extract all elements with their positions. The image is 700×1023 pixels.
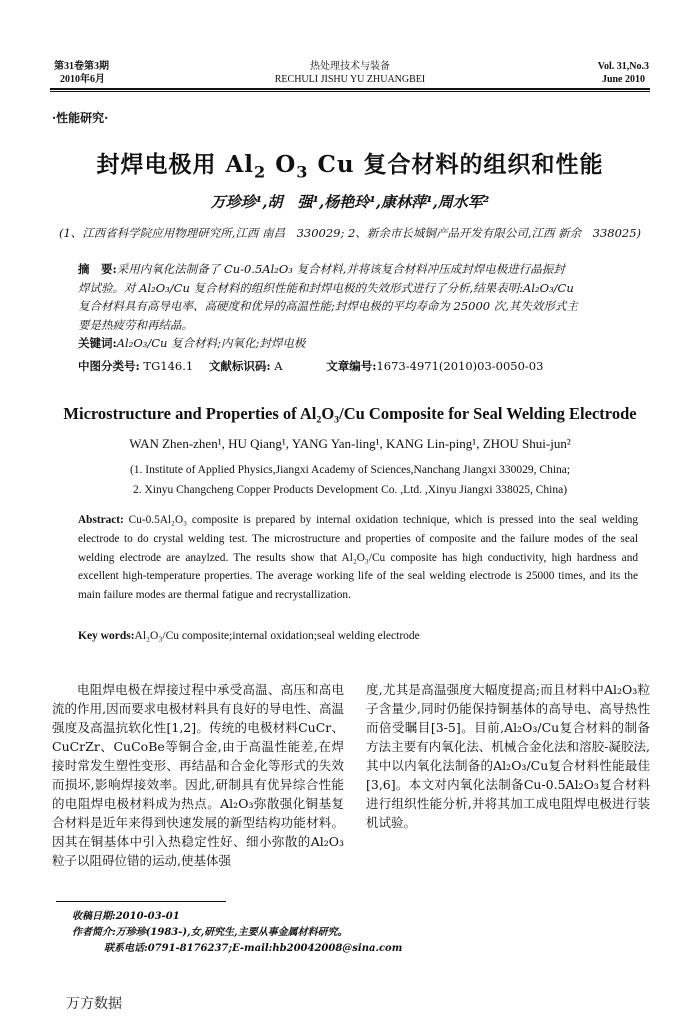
affiliation-en-2: 2. Xinyu Changcheng Copper Products Development Co. ,Ltd. ,Xinyu Jiangxi 338025, China) [132, 484, 568, 496]
abstract-en: Abstract: Cu-0.5Al₂O₃ composite is prepared by internal oxidation technique, which is pressed into the seal welding electrode to do crystal welding test. The microstructure and properties of composite and the failure modes of the seal welding electrode are anaylzed. The results show that Al₂O₃/Cu composite has high conductivity, high hardness and excellent high-temperature properties. The average working life of the seal welding electrode is 25000 times, and its the main failure modes are thermal fatigue and recrystallization. [78, 514, 639, 602]
paper-title-en: Microstructure and Properties of Al₂O₃/Cu Composite for Seal Welding Electrode [63, 404, 637, 423]
abstract-cn: 摘 要:采用内氧化法制备了 Cu-0.5Al₂O₃ 复合材料,并将该复合材料冲压成封焊电极进行晶振封 焊试验。对 Al₂O₃/Cu 复合材料的组织性能和封焊电极的失效形式进行了分析,结果表明:Al₂O₃/Cu 复合材料具有高导电率、高硬度和优异的高温性能;封焊电极的平均寿命为 25000 次,其失效形式主 要是热疲劳和再结晶。 [78, 262, 578, 332]
journal-volume: 第31卷第3期 [54, 61, 109, 72]
journal-vol-en: Vol. 31,No.3 [597, 61, 649, 72]
journal-name-pinyin: RECHULI JISHU YU ZHUANGBEI [274, 74, 426, 85]
affiliation-en-1: (1. Institute of Applied Physics,Jiangxi Academy of Sciences,Nanchang Jiangxi 330029, China; [129, 464, 571, 476]
header-rule-thin [50, 91, 650, 92]
body-column-right: 度,尤其是高温强度大幅度提高;而且材料中Al₂O₃粒子含量少,同时仍能保持铜基体的高导电、高导热性而倍受瞩目[3-5]。目前,Al₂O₃/Cu复合材料的制备方法主要有内氧化法、机械合金化法和溶胶-凝胶法,其中以内氧化法制备的Al₂O₃/Cu复合材料性能最佳[3,6]。本文对内氧化法制备Cu-0.5Al₂O₃复合材料进行组织性能分析,并将其加工成电阻焊电极进行装机试验。 [366, 682, 650, 830]
footnote-author: 作者简介:万珍珍(1983-),女,研究生,主要从事金属材料研究。 [72, 927, 348, 938]
section-label: ·性能研究· [52, 111, 109, 125]
body-column-left: 电阻焊电极在焊接过程中承受高温、高压和高电流的作用,因而要求电极材料具有良好的导电性、高温强度及高温抗软化性[1,2]。传统的电极材料CuCr、CuCrZr、CuCoBe等铜合金,由于高温性能差,在焊接时常发生塑性变形、再结晶和合金化等形式的失效而损坏,影响焊接效率。因此,研制具有优异综合性能的电阻焊电极材料成为热点。Al₂O₃弥散强化铜基复合材料是近年来得到快速发展的新型结构功能材料。因其在铜基体中引入热稳定性好、细小弥散的Al₂O₃粒子以阻碍位错的运动,使基体强 [52, 682, 344, 868]
journal-date: 2010年6月 [60, 74, 105, 85]
footnote-contact: 联系电话:0791-8176237;E-mail:hb20042008@sina.com [104, 943, 403, 954]
authors-en: WAN Zhen-zhen¹, HU Qiang¹, YANG Yan-ling¹, KANG Lin-ping¹, ZHOU Shui-jun² [129, 436, 571, 451]
footnote-received: 收稿日期:2010-03-01 [72, 911, 180, 922]
journal-name: 热处理技术与装备 [310, 61, 390, 72]
abstract-cn-label: 摘 要: [78, 262, 117, 276]
header-rule [50, 88, 650, 90]
watermark-text: 万方数据 [66, 996, 122, 1012]
abstract-en-label: Abstract: [78, 514, 124, 526]
authors-cn: 万珍珍¹,胡 强¹,杨艳玲¹,康林萍¹,周水军² [210, 193, 490, 211]
classification-line: 中图分类号: TG146.1 文献标识码: A 文章编号:1673-4971(2010)03-0050-03 [78, 359, 544, 373]
paper-title-cn: 封焊电极用 $Al_2$ $O_3$ Cu 复合材料的组织和性能 [96, 151, 604, 182]
journal-date-en: June 2010 [601, 74, 645, 85]
keywords-cn: 关键词:Al₂O₃/Cu 复合材料;内氧化;封焊电极 [78, 336, 306, 350]
affiliation-cn: (1、江西省科学院应用物理研究所,江西 南昌 330029; 2、新余市长城铜产品开发有限公司,江西 新余 338025) [58, 226, 642, 240]
keywords-en: Key words:Al₂O₃/Cu composite;internal oxidation;seal welding electrode [78, 630, 420, 642]
footnote-rule [56, 901, 226, 902]
